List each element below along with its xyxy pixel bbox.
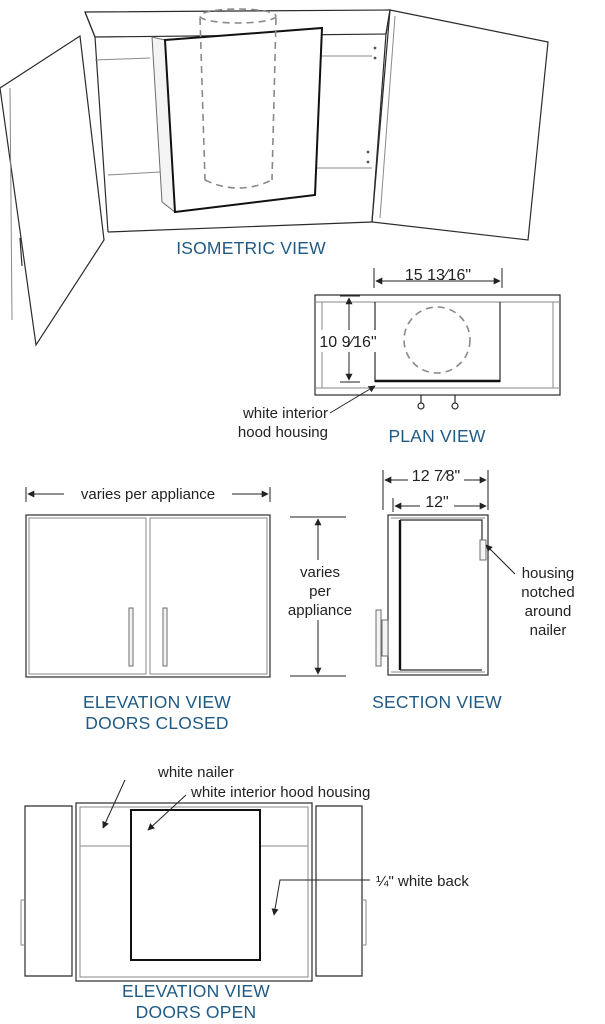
section-door-edge (382, 620, 388, 656)
plan-view-title: PLAN VIEW (388, 426, 486, 446)
elev-height-label-2: per (309, 583, 331, 600)
section-notch-callout-2: notched (521, 584, 575, 601)
section-notch-leader (486, 545, 515, 574)
iso-bottom-edge (108, 222, 372, 232)
elev-left-handle (129, 608, 133, 666)
isometric-view-title: ISOMETRIC VIEW (176, 238, 326, 258)
elev-left-door (29, 518, 146, 674)
iso-back-bottom-left (108, 172, 160, 175)
elevation-open-title-1: ELEVATION VIEW (121, 981, 271, 1001)
plan-duct-circle (404, 307, 470, 373)
section-inner-label: 12" (425, 494, 449, 511)
elevation-closed-title-1: ELEVATION VIEW (82, 692, 232, 712)
iso-housing-front (165, 28, 322, 212)
section-housing-outline (400, 520, 482, 670)
iso-right-door (372, 10, 548, 240)
plan-housing-leader (330, 386, 375, 413)
plan-view (315, 267, 560, 413)
section-view (376, 466, 515, 675)
iso-shelf-holes (367, 47, 377, 164)
plan-width-label: 15 13⁄16" (404, 267, 472, 284)
elev-right-handle (163, 608, 167, 666)
open-housing-callout: white interior hood housing (191, 784, 371, 801)
open-back-leader (274, 880, 370, 915)
section-view-title: SECTION VIEW (372, 692, 502, 712)
elevation-closed-title-2: DOORS CLOSED (85, 713, 229, 733)
elev-height-label-1: varies (299, 564, 341, 581)
iso-left-door (0, 36, 104, 345)
plan-housing-callout-1: white interior (242, 405, 328, 422)
open-nailer-callout: white nailer (158, 764, 234, 781)
open-housing (131, 810, 260, 960)
section-notch-callout-3: around (524, 603, 572, 620)
plan-depth-label: 10 9⁄16" (319, 334, 377, 351)
elev-width-label: varies per appliance (80, 486, 216, 503)
plan-housing-sides (375, 302, 500, 382)
elevation-open-title-2: DOORS OPEN (135, 1002, 257, 1022)
elev-closed-cabinet (26, 515, 270, 677)
iso-left-door-edge (10, 88, 12, 320)
section-notch-callout-1: housing (521, 565, 575, 582)
open-back-callout: ¼" white back (376, 873, 469, 890)
section-shelves (391, 518, 485, 672)
iso-nailer-line (95, 58, 150, 60)
plan-knobs (418, 395, 458, 409)
elev-right-door (150, 518, 267, 674)
elevation-open-view (21, 780, 370, 981)
open-nailer-leader (103, 780, 125, 828)
section-nailer (480, 540, 486, 560)
elev-height-label-3: appliance (287, 602, 353, 619)
iso-left-side (85, 12, 108, 232)
section-cabinet (388, 515, 488, 675)
section-outer-label: 12 7⁄8" (411, 468, 461, 485)
section-notch-callout-4: nailer (529, 622, 567, 639)
plan-housing-callout-2: hood housing (237, 424, 328, 441)
section-handle (376, 610, 381, 666)
open-left-door (25, 806, 72, 976)
open-right-door (316, 806, 362, 976)
